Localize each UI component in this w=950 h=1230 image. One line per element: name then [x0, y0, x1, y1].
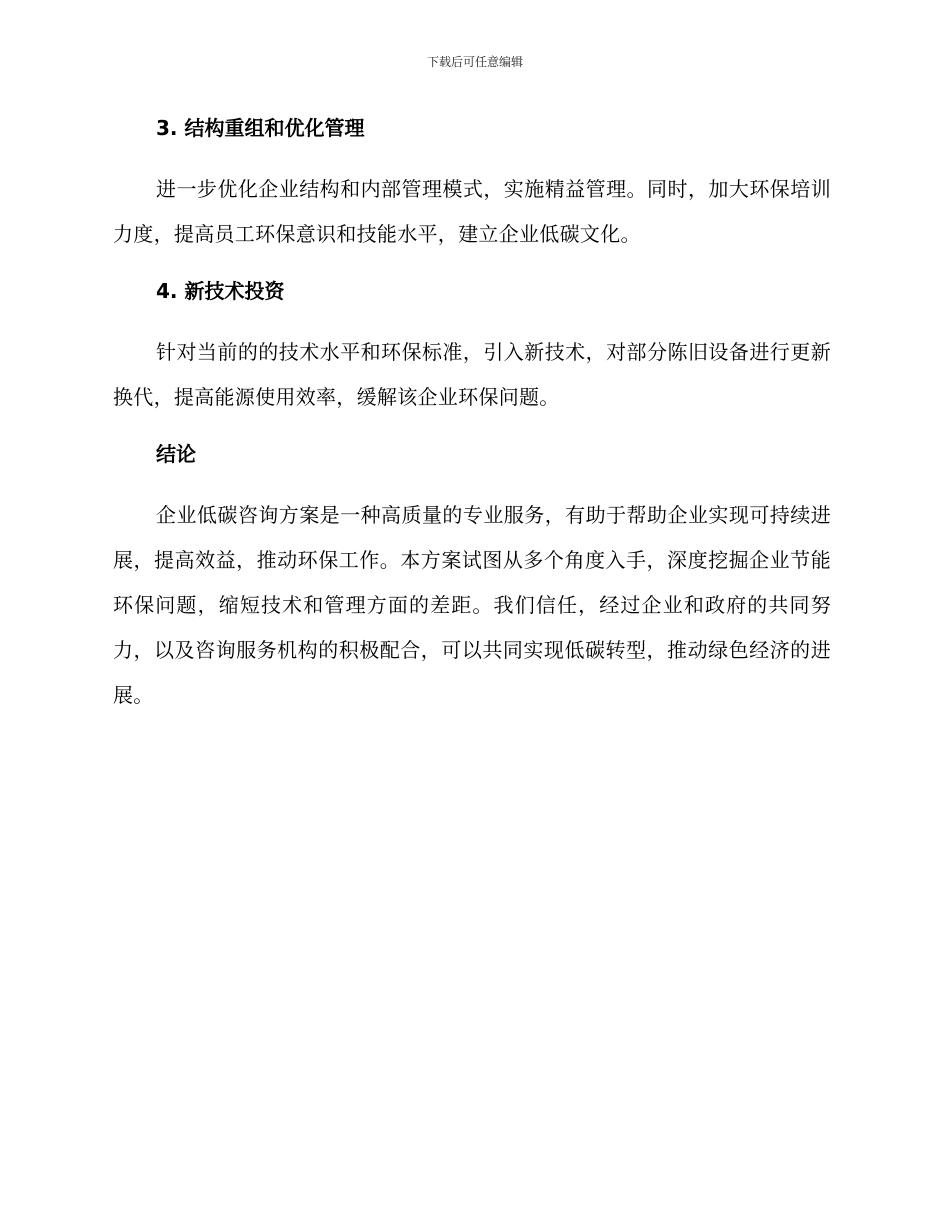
- section-paragraph-structure-optimization: 进一步优化企业结构和内部管理模式，实施精益管理。同时，加大环保培训力度，提高员工环保意识和技能水平，建立企业低碳文化。: [113, 177, 831, 246]
- section-heading-conclusion: 结论: [156, 442, 196, 466]
- section-heading-structure-optimization: 3. 结构重组和优化管理: [156, 116, 365, 140]
- section-paragraph-new-technology-investment: 针对当前的的技术水平和环保标准，引入新技术，对部分陈旧设备进行更新换代，提高能源使用效率，缓解该企业环保问题。: [113, 340, 831, 409]
- section-heading-new-technology-investment: 4. 新技术投资: [156, 279, 285, 303]
- section-paragraph-conclusion: 企业低碳咨询方案是一种高质量的专业服务，有助于帮助企业实现可持续进展，提高效益，推动环保工作。本方案试图从多个角度入手，深度挖掘企业节能环保问题，缩短技术和管理方面的差距。我们信任，经过企业和政府的共同努力，以及咨询服务机构的积极配合，可以共同实现低碳转型，推动绿色经济的进展。: [113, 503, 831, 707]
- page-header: 下载后可任意编辑: [426, 55, 523, 69]
- document-body: [113, 110, 831, 718]
